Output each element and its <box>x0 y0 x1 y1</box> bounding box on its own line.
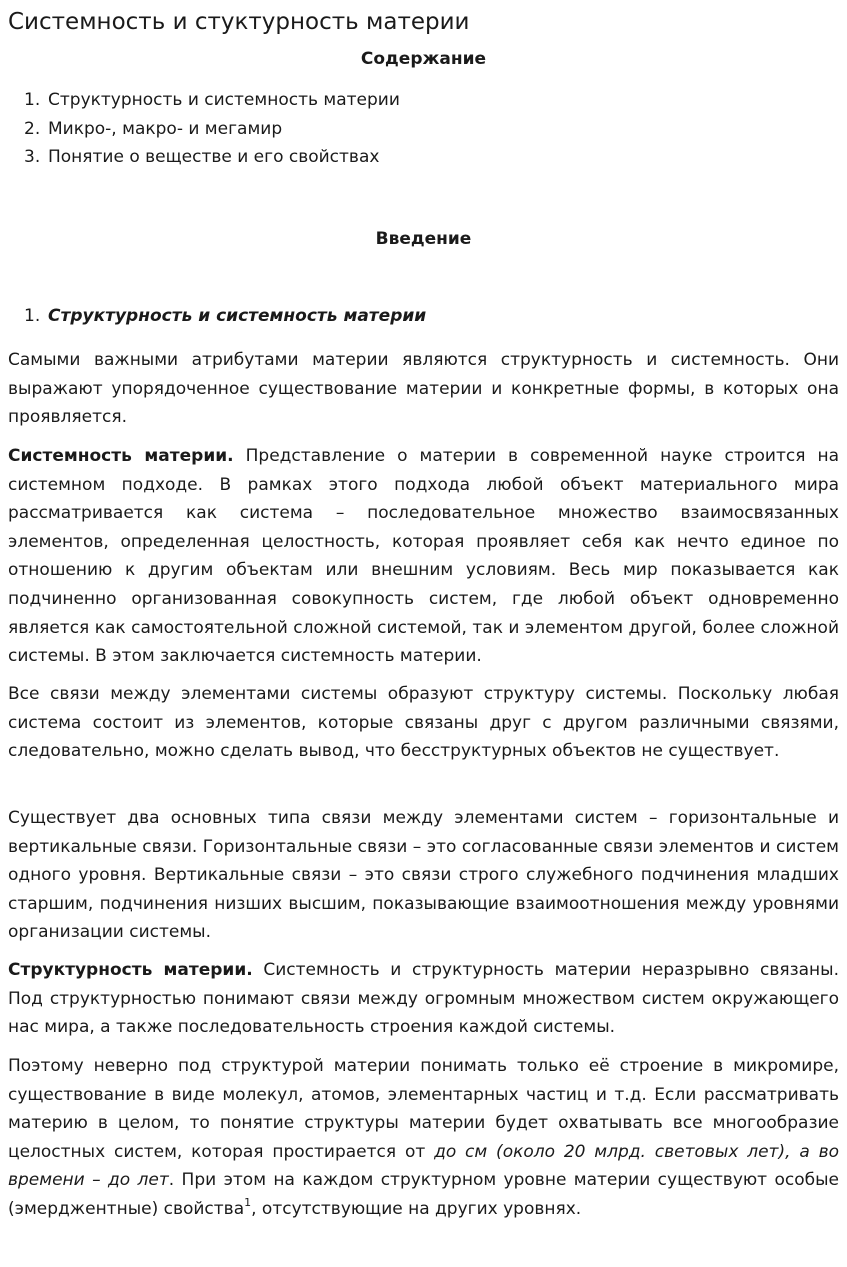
paragraph-structure <box>8 956 839 1042</box>
table-of-contents <box>24 86 400 172</box>
toc-item-number: 1. <box>24 90 41 110</box>
section-title: Структурность и системность материи <box>48 306 427 326</box>
paragraph-systemness <box>8 442 839 671</box>
paragraph-text: , отсутствующие на других уровнях. <box>251 1198 582 1219</box>
toc-item[interactable] <box>24 86 400 115</box>
paragraph-text: . При этом на каждом структурном уровне материи существуют особые (эмерджентные) свойства <box>8 1170 839 1219</box>
toc-item[interactable] <box>24 115 400 144</box>
paragraph-links: Все связи между элементами системы образуют структуру системы. Поскольку любая система состоит из элементов, которые связаны друг с другом различными связями, следовательно, можно сделать вывод, что бесструктурных объектов не существует. <box>8 684 839 762</box>
footnote-marker[interactable]: 1 <box>244 1195 252 1209</box>
paragraph-levels <box>8 1052 839 1224</box>
paragraph-text: Представление о материи в современной науке строится на системном подходе. В рамках этого подхода любой объект материального мира рассматривается как система – последовательное множество взаимосвязанных элементов, определенная целостность, которая проявляет себя как нечто единое по отношению к другим объектам или внешним условиям. Весь мир показывается как подчиненно организованная совокупность систем, где любой объект одновременно является как самостоятельной сложной системой, так и элементом другой, более сложной системы. В этом заключается системность материи. <box>8 446 840 667</box>
document-title: Системность и стуктурность материи <box>8 9 470 35</box>
paragraph-link-types: Существует два основных типа связи между элементами систем – горизонтальные и вертикальные связи. Горизонтальные связи – это согласованные связи элементов и систем одного уровня. Вертикальные связи – это связи строго служебного подчинения младших старшим, подчинения низших высшим, показывающие взаимоотношения между уровнями организации системы. <box>8 808 839 943</box>
paragraph-text: Системность и структурность материи неразрывно связаны. Под структурностью понимают связи между огромным множеством систем окружающего нас мира, а также последовательность строения каждой системы. <box>8 960 839 1038</box>
paragraph-text: Поэтому неверно под структурой материи понимать только её строение в микромире, существование в виде молекул, атомов, элементарных частиц и т.д. Если рассматривать материю в целом, то понятие структуры материи будет охватывать все многообразие целостных систем, которая простирается от <box>8 1056 839 1162</box>
paragraph-italic-text: до см (около 20 млрд. световых лет), а во времени – до лет <box>8 1141 839 1191</box>
contents-heading: Содержание <box>360 49 487 69</box>
toc-item[interactable] <box>24 143 400 172</box>
toc-item-number: 2. <box>24 118 41 139</box>
paragraph-attributes: Самыми важными атрибутами материи являются структурность и системность. Они выражают упорядоченное существование материи и конкретные формы, в которых она проявляется. <box>8 350 839 428</box>
toc-item-number: 3. <box>24 147 41 167</box>
section-number: 1. <box>24 306 41 326</box>
toc-item-label: Понятие о веществе и его свойствах <box>48 147 380 167</box>
paragraph-lead: Структурность материи. <box>8 960 253 980</box>
section-heading <box>24 302 426 330</box>
toc-item-label: Структурность и системность материи <box>48 90 400 110</box>
introduction-heading: Введение <box>375 229 472 249</box>
paragraph-lead: Системность материи. <box>8 446 234 466</box>
toc-item-label: Микро-, макро- и мегамир <box>48 118 283 139</box>
